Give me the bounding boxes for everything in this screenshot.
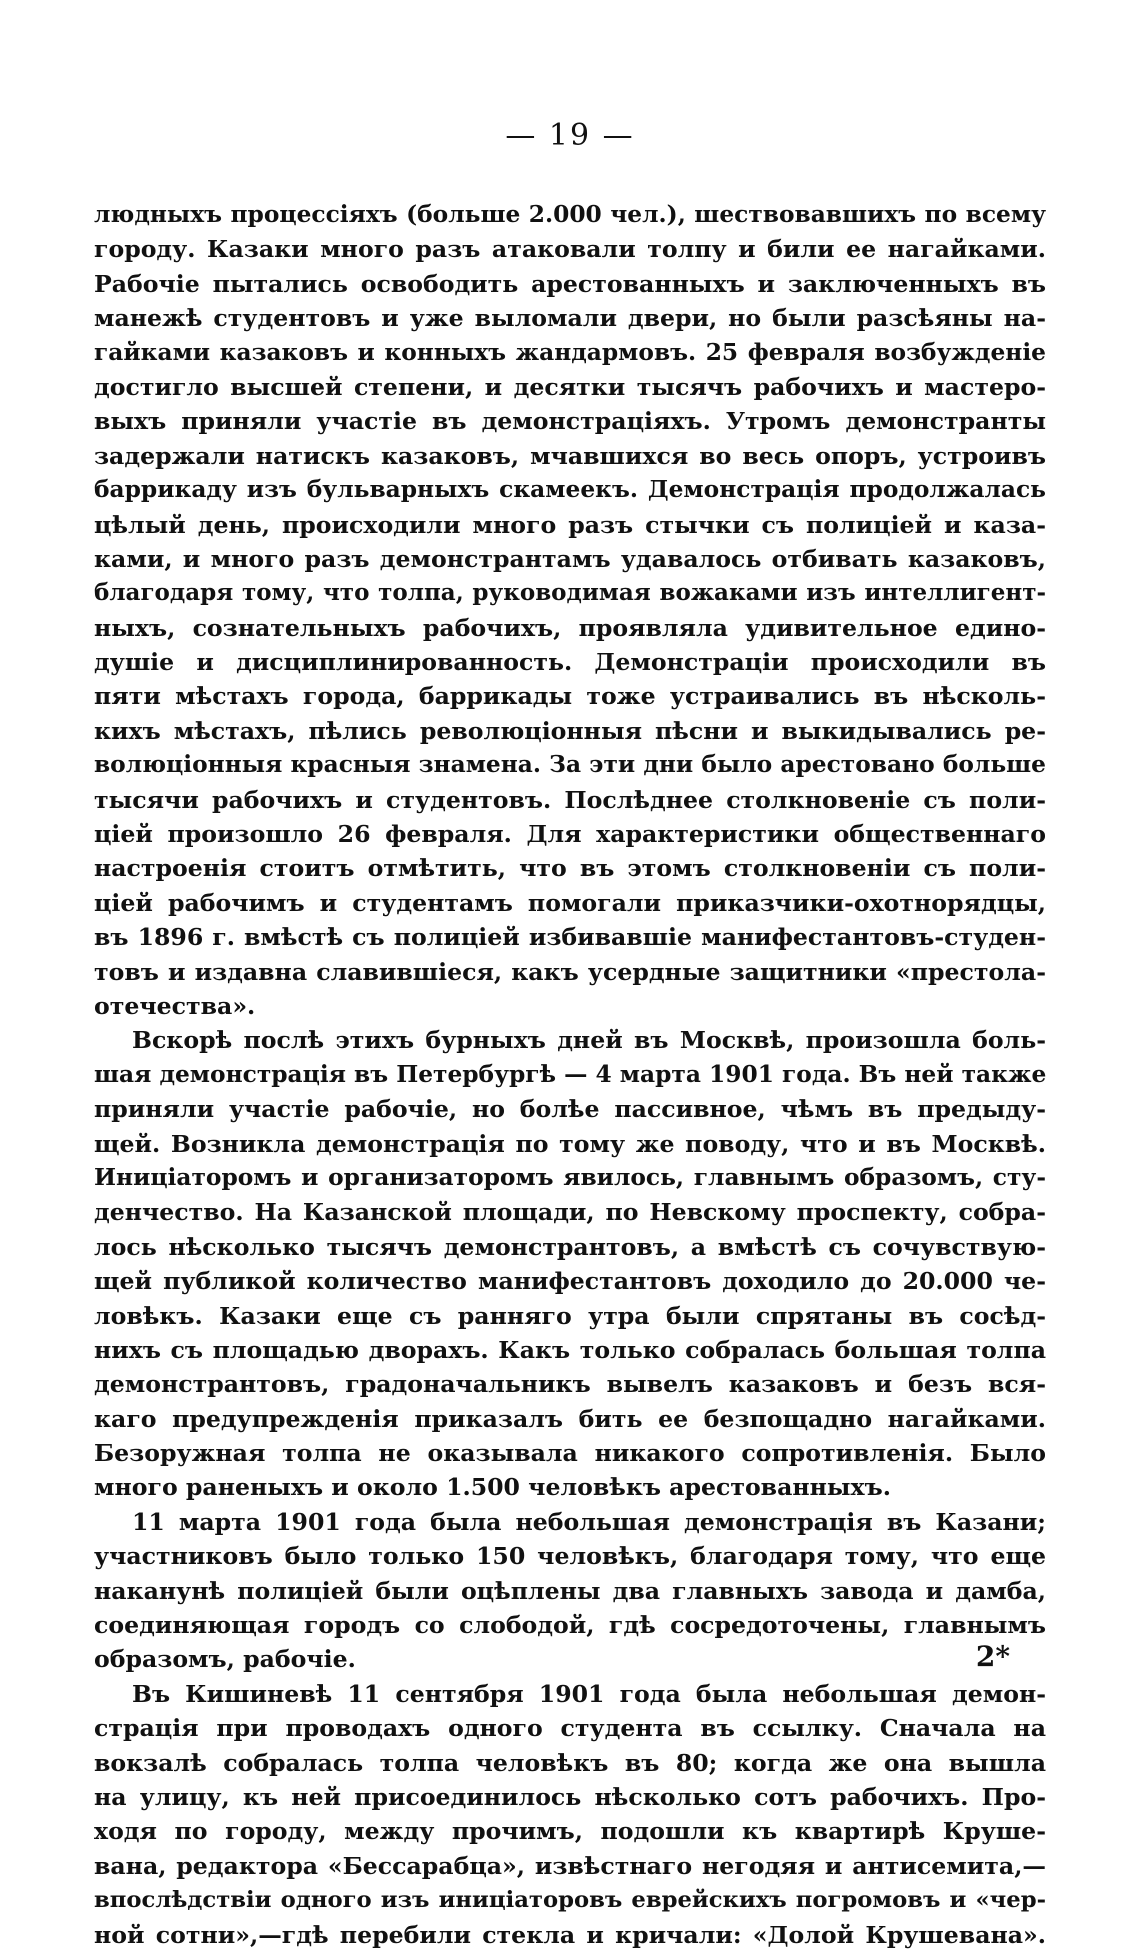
text-line: Въ Кишиневѣ 11 сентября 1901 года была небольшая демон- xyxy=(132,1679,1046,1708)
text-line: цѣлый день, происходили много разъ стычки съ полиціей и каза- xyxy=(94,510,1046,539)
text-line: щей публикой количество манифестантовъ доходило до 20.000 че- xyxy=(94,1267,1046,1296)
text-line: наканунѣ полиціей были оцѣплены два главныхъ завода и дамба, xyxy=(94,1576,1046,1605)
text-line: ной сотни»,—гдѣ перебили стекла и кричали: «Долой Крушевана». xyxy=(94,1920,1046,1949)
text-line: приняли участіе рабочіе, но болѣе пассивное, чѣмъ въ предыду- xyxy=(94,1095,1046,1124)
text-line: щей. Возникла демонстрація по тому же поводу, что и въ Москвѣ. xyxy=(94,1129,1046,1158)
text-line: ловѣкъ. Казаки еще съ ранняго утра были спрятаны въ сосѣд- xyxy=(94,1301,1046,1330)
text-line: впослѣдствіи одного изъ иниціаторовъ еврейскихъ погромовъ и «чер- xyxy=(94,1887,1046,1914)
text-line: 11 марта 1901 года была небольшая демонстрація въ Казани; xyxy=(132,1507,1046,1536)
text-line: ныхъ, сознательныхъ рабочихъ, проявляла удивительное едино- xyxy=(94,613,1046,642)
text-line: демонстрантовъ, градоначальникъ вывелъ казаковъ и безъ вся- xyxy=(94,1370,1046,1399)
text-line: Рабочіе пытались освободить арестованныхъ и заключенныхъ въ xyxy=(94,269,1046,298)
text-line: нихъ съ площадью дворахъ. Какъ только собралась большая толпа xyxy=(94,1335,1046,1364)
text-line: лось нѣсколько тысячъ демонстрантовъ, а вмѣстѣ съ сочувствую- xyxy=(94,1232,1046,1261)
text-line: ходя по городу, между прочимъ, подошли къ квартирѣ Круше- xyxy=(94,1817,1046,1846)
text-line: ціей рабочимъ и студентамъ помогали приказчики-охотнорядцы, xyxy=(94,888,1046,917)
text-line: ціей произошло 26 февраля. Для характеристики общественнаго xyxy=(94,820,1046,849)
text-line: городу. Казаки много разъ атаковали толпу и били ее нагайками. xyxy=(94,235,1046,264)
printer-signature-mark: 2* xyxy=(975,1640,1010,1673)
text-line: отечества». xyxy=(94,991,256,1020)
text-line: тысячи рабочихъ и студентовъ. Послѣднее столкновеніе съ поли- xyxy=(94,785,1046,814)
text-line: достигло высшей степени, и десятки тысячъ рабочихъ и мастеро- xyxy=(94,372,1046,401)
text-line: образомъ, рабочіе. xyxy=(94,1645,356,1674)
text-line: выхъ приняли участіе въ демонстраціяхъ. Утромъ демонстранты xyxy=(94,407,1046,436)
text-line: волюціонныя красныя знамена. За эти дни было арестовано больше xyxy=(94,751,1046,779)
page-number: — 19 — xyxy=(505,118,635,153)
text-line: каго предупрежденія приказалъ бить ее безпощадно нагайками. xyxy=(94,1404,1046,1433)
text-line: баррикаду изъ бульварныхъ скамеекъ. Демонстрація продолжалась xyxy=(94,476,1046,504)
text-line: благодаря тому, что толпа, руководимая вожаками изъ интеллигент- xyxy=(94,579,1046,607)
text-line: гайками казаковъ и конныхъ жандармовъ. 25 февраля возбужденіе xyxy=(94,338,1046,366)
text-line: вокзалѣ собралась толпа человѣкъ въ 80; когда же она вышла xyxy=(94,1748,1046,1777)
text-line: Иниціаторомъ и организаторомъ явилось, главнымъ образомъ, сту- xyxy=(94,1163,1046,1191)
text-line: Вскорѣ послѣ этихъ бурныхъ дней въ Москвѣ, произошла боль- xyxy=(132,1026,1046,1055)
text-line: шая демонстрація въ Петербургѣ — 4 марта 1901 года. Въ ней также xyxy=(94,1060,1046,1088)
text-line: въ 1896 г. вмѣстѣ съ полиціей избивавшіе манифестантовъ-студен- xyxy=(94,923,1046,952)
text-line: душіе и дисциплинированность. Демонстраціи происходили въ xyxy=(94,648,1046,677)
text-line: участниковъ было только 150 человѣкъ, благодаря тому, что еще xyxy=(94,1542,1046,1571)
text-line: кихъ мѣстахъ, пѣлись революціонныя пѣсни и выкидывались ре- xyxy=(94,716,1046,745)
text-line: ками, и много разъ демонстрантамъ удавалось отбивать казаковъ, xyxy=(94,544,1046,573)
text-line: страція при проводахъ одного студента въ ссылку. Сначала на xyxy=(94,1714,1046,1743)
text-line: много раненыхъ и около 1.500 человѣкъ арестованныхъ. xyxy=(94,1473,891,1502)
text-line: пяти мѣстахъ города, баррикады тоже устраивались въ нѣсколь- xyxy=(94,682,1046,711)
text-line: соединяющая городъ со слободой, гдѣ сосредоточены, главнымъ xyxy=(94,1611,1046,1640)
text-line: товъ и издавна славившіеся, какъ усердные защитники «престола- xyxy=(94,957,1046,986)
text-line: задержали натискъ казаковъ, мчавшихся во весь опоръ, устроивъ xyxy=(94,441,1046,470)
body-text xyxy=(94,198,1046,1952)
text-line: людныхъ процессіяхъ (больше 2.000 чел.), шествовавшихъ по всему xyxy=(94,201,1046,228)
text-line: настроенія стоитъ отмѣтить, что въ этомъ столкновеніи съ поли- xyxy=(94,854,1046,883)
text-line: манежѣ студентовъ и уже выломали двери, но были разсѣяны на- xyxy=(94,304,1046,333)
text-line: вана, редактора «Бессарабца», извѣстнаго негодяя и антисемита,— xyxy=(94,1851,1046,1880)
text-line: денчество. На Казанской площади, по Невскому проспекту, собра- xyxy=(94,1198,1046,1227)
text-line: Безоружная толпа не оказывала никакого сопротивленія. Было xyxy=(94,1439,1046,1468)
text-line: на улицу, къ ней присоединилось нѣсколько сотъ рабочихъ. Про- xyxy=(94,1782,1046,1811)
